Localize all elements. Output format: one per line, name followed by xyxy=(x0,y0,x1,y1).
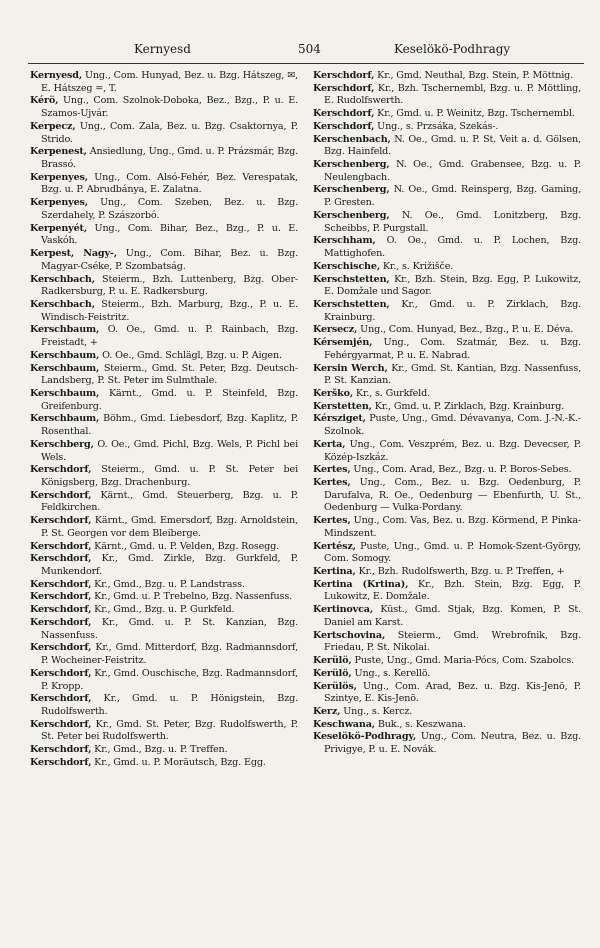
directory-entry xyxy=(313,108,581,121)
directory-entry xyxy=(30,197,298,222)
entry-place-name: Kerschdorf, xyxy=(313,70,375,81)
page-number: 504 xyxy=(298,42,321,56)
header-last-entry: Keselökö-Podhragy xyxy=(394,42,511,56)
entry-place-name: Kerško, xyxy=(313,387,354,399)
directory-entry xyxy=(30,70,298,95)
entry-place-name: Kerschbach, xyxy=(30,273,95,285)
entry-place-name: Kerschdorf, xyxy=(30,591,92,603)
entry-details: Kr., Gmd. Zirkle, Bzg. Gurkfeld, P. Munkendorf. xyxy=(41,553,298,578)
entry-place-name: Kerstetten, xyxy=(313,400,372,412)
entry-details: N. Oe., Gmd. Grabensee, Bzg. u. P. Neulengbach. xyxy=(324,159,581,183)
entry-place-name: Kertschovina, xyxy=(313,629,386,641)
entry-details: Kr., Gmd. u. P. St. Kanzian, Bzg. Nassenfuss. xyxy=(41,616,298,641)
entry-details: Puste, Ung., Gmd. Dévavanya, Com. J.-N.-K.-Szolnok. xyxy=(324,413,581,438)
entry-details: Kr., s. Gurkfeld. xyxy=(353,387,430,399)
entry-details: N. Oe., Gmd. Reinsperg, Bzg. Gaming, P. Gresten. xyxy=(324,184,581,209)
entry-place-name: Kerpenest, xyxy=(30,146,87,158)
entry-place-name: Kerz, xyxy=(313,705,341,717)
directory-entry xyxy=(313,261,581,274)
entry-place-name: Kerschstetten, xyxy=(313,273,390,285)
entry-place-name: Kerülö, xyxy=(313,667,352,679)
entry-details: O. Oe., Gmd. Pichl, Bzg. Wels, P. Pichl bei Wels. xyxy=(41,438,298,463)
directory-entry xyxy=(30,363,298,388)
entry-details: Ung., Com., Bez. u. Bzg. Oedenburg, P. Darufalva, R. Oe., Oedenburg — Ebenfurth, U. St., Oedenburg — Vulka-Pordany. xyxy=(324,477,581,514)
entry-place-name: Kerschbaum, xyxy=(30,349,100,361)
page-header xyxy=(0,42,600,58)
entry-place-name: Kerschenberg, xyxy=(313,159,390,171)
entry-place-name: Kerschdorf, xyxy=(313,82,375,94)
directory-entry xyxy=(313,337,581,362)
entry-details: Kr., Gmd. St. Peter, Bzg. Rudolfswerth, P. St. Peter bei Rudolfswerth. xyxy=(41,718,298,743)
entry-place-name: Kerschdorf, xyxy=(30,667,92,679)
entry-place-name: Kerschbaum, xyxy=(30,324,100,336)
directory-entry xyxy=(313,363,581,388)
entry-details: O. Oe., Gmd. Schlägl, Bzg. u. P. Aigen. xyxy=(99,349,282,361)
directory-entry xyxy=(30,248,298,273)
entry-details: Buk., s. Keszwana. xyxy=(374,718,466,730)
directory-entry xyxy=(313,655,581,668)
directory-entry xyxy=(313,210,581,235)
entry-details: Puste, Ung., Gmd. Maria-Pócs, Com. Szabolcs. xyxy=(351,655,575,667)
header-first-entry: Kernyesd xyxy=(134,42,191,56)
directory-entry xyxy=(30,223,298,248)
entry-details: Küst., Gmd. Stjak, Bzg. Komen, P. St. Daniel am Karst. xyxy=(324,604,581,628)
entry-details: Kärnt., Gmd. Emersdorf, Bzg. Arnoldstein, P. St. Georgen vor dem Bleiberge. xyxy=(41,515,298,539)
entry-place-name: Kerta, xyxy=(313,438,346,450)
entry-details: Ung., Com. Alsó-Fehér, Bez. Verespatak, Bzg. u. P. Abrudbánya, E. Zalatna. xyxy=(41,171,298,196)
directory-entry xyxy=(313,604,581,629)
entry-place-name: Kerpecz, xyxy=(30,120,76,132)
directory-entry xyxy=(30,121,298,146)
entry-details: Ung., Com. Bihar, Bez. u. Bzg. Magyar-Cséke, P. Szombatság. xyxy=(41,248,298,272)
directory-entry xyxy=(30,413,298,438)
directory-entry xyxy=(30,579,298,592)
directory-entry xyxy=(313,235,581,260)
directory-entry xyxy=(313,681,581,706)
entry-place-name: Kerschenberg, xyxy=(313,209,390,221)
entry-place-name: Kertina, xyxy=(313,566,356,578)
entry-details: Kr., Gmd. Neuthal, Bzg. Stein, P. Möttnig. xyxy=(374,70,574,81)
entry-details: Kr., Bzh. Stein, Bzg. Egg, P. Lukowitz, E. Domžale und Sagor. xyxy=(324,273,581,298)
directory-entry xyxy=(313,299,581,324)
entry-details: Kr., Gmd. u. P. Zirklach, Bzg. Krainburg. xyxy=(324,298,581,323)
entry-place-name: Kerpest, Nagy-, xyxy=(30,248,117,260)
directory-entry xyxy=(30,553,298,578)
entry-place-name: Kérsemjén, xyxy=(313,337,373,349)
entry-details: O. Oe., Gmd. u. P. Lochen, Bzg. Mattighofen. xyxy=(324,235,581,260)
entry-place-name: Kerschdorf, xyxy=(30,515,92,527)
header-rule xyxy=(28,63,584,64)
entry-details: Ung., s. Kercz. xyxy=(340,705,413,717)
directory-entry xyxy=(313,83,581,108)
entry-details: Kr., Gmd., Bzg. u. P. Gurkfeld. xyxy=(91,604,235,616)
entry-place-name: Kersecz, xyxy=(313,324,358,336)
entry-place-name: Kerülö, xyxy=(313,655,352,667)
entry-place-name: Kerschdorf, xyxy=(30,464,92,476)
entry-place-name: Kerschham, xyxy=(313,235,376,247)
left-column xyxy=(30,70,298,770)
entry-details: Ung., Com. Vas, Bez. u. Bzg. Körmend, P. Pinka-Mindszent. xyxy=(324,515,581,539)
directory-entry xyxy=(30,744,298,757)
entry-details: Kr., Gmd. Ouschische, Bzg. Radmannsdorf, P. Kropp. xyxy=(41,667,298,692)
directory-entry xyxy=(30,617,298,642)
entry-details: Ung., Com. Szeben, Bez. u. Bzg. Szerdahely, P. Szászorbó. xyxy=(41,197,298,221)
directory-entry xyxy=(313,566,581,579)
directory-entry xyxy=(30,388,298,413)
entry-place-name: Kerschdorf, xyxy=(30,744,92,756)
entry-details: Steierm., Gmd. Wrebrofnik, Bzg. Friedau, P. St. Nikolai. xyxy=(324,629,581,654)
entry-details: N. Oe., Gmd. Lonitzberg, Bzg. Scheibbs, P. Purgstall. xyxy=(324,209,581,234)
directory-entry xyxy=(313,413,581,438)
entry-place-name: Kertina (Krtina), xyxy=(313,578,409,590)
entry-details: Steierm., Bzh. Marburg, Bzg., P. u. E. Windisch-Feistritz. xyxy=(41,298,298,323)
entry-details: Ung., s. Kerellö. xyxy=(351,667,431,679)
entry-place-name: Kerschdorf, xyxy=(30,604,92,616)
entry-place-name: Kertes, xyxy=(313,477,351,488)
entry-details: Ung., Com. Arad, Bez. u. Bzg. Kis-Jenö, P. Szintye, E. Kis-Jenö. xyxy=(324,680,581,705)
entry-place-name: Kertes, xyxy=(313,464,351,476)
entry-details: N. Oe., Gmd. u. P. St. Veit a. d. Gölsen, Bzg. Hainfeld. xyxy=(324,133,581,158)
directory-entry xyxy=(30,274,298,299)
entry-place-name: Kerschenberg, xyxy=(313,184,390,196)
entry-place-name: Kersin Werch, xyxy=(313,362,388,374)
entry-place-name: Kerpenyét, xyxy=(30,222,88,234)
entry-place-name: Kerschenbach, xyxy=(313,133,391,145)
entry-details: Kr., Bzh. Stein, Bzg. Egg, P. Lukowitz, E. Domžale. xyxy=(324,578,581,603)
directory-entry xyxy=(313,579,581,604)
entry-place-name: Keselökö-Podhragy, xyxy=(313,731,417,743)
entry-details: Ansiedlung, Ung., Gmd. u. P. Prázsmár, Bzg. Brassó. xyxy=(41,146,298,171)
directory-entry xyxy=(313,706,581,719)
entry-details: O. Oe., Gmd. u. P. Rainbach, Bzg. Freistadt, + xyxy=(41,324,298,349)
directory-entry xyxy=(30,464,298,489)
entry-details: Kr., Bzh. Rudolfswerth, Bzg. u. P. Treffen, + xyxy=(355,566,565,578)
entry-details: Kr., Gmd. u. P. Zirklach, Bzg. Krainburg. xyxy=(371,400,565,412)
entry-place-name: Kerpenyes, xyxy=(30,197,88,209)
entry-details: Ung., Com. Arad, Bez., Bzg. u. P. Boros-Sebes. xyxy=(350,464,572,476)
entry-details: Steierm., Bzh. Luttenberg, Bzg. Ober-Radkersburg, P. u. E. Radkersburg. xyxy=(41,273,298,298)
entry-place-name: Kerschbaum, xyxy=(30,413,100,425)
directory-entry xyxy=(30,439,298,464)
entry-details: Kärnt., Gmd. u. P. Velden, Bzg. Rosegg. xyxy=(91,540,280,552)
directory-entry xyxy=(30,515,298,540)
entry-details: Kr., Gmd. u. P. Moräutsch, Bzg. Egg. xyxy=(91,756,266,768)
directory-entry xyxy=(313,184,581,209)
directory-entry xyxy=(313,70,581,83)
entry-place-name: Kertinovca, xyxy=(313,604,374,616)
entry-place-name: Kerschdorf, xyxy=(30,489,92,501)
entry-details: Kr., Bzh. Tschernembl, Bzg. u. P. Möttling, E. Rudolfswerth. xyxy=(324,82,581,107)
entry-details: Ung., s. Przsáka, Szekás-. xyxy=(374,120,499,132)
directory-entry xyxy=(30,591,298,604)
directory-entry xyxy=(30,757,298,770)
directory-entry xyxy=(30,172,298,197)
directory-entry xyxy=(313,630,581,655)
entry-details: Kr., Gmd. u. P. Hönigstein, Bzg. Rudolfswerth. xyxy=(41,693,298,717)
directory-entry xyxy=(313,477,581,515)
directory-entry xyxy=(313,515,581,540)
directory-entry xyxy=(313,388,581,401)
entry-details: Ung., Com. Neutra, Bez. u. Bzg. Privigye, P. u. E. Novák. xyxy=(324,731,581,756)
entry-place-name: Kertes, xyxy=(313,515,351,527)
directory-entry xyxy=(30,299,298,324)
directory-entry xyxy=(30,642,298,667)
directory-entry xyxy=(30,95,298,120)
directory-entry xyxy=(313,121,581,134)
entry-place-name: Kerschdorf, xyxy=(30,616,92,628)
directory-entry xyxy=(30,668,298,693)
directory-entry xyxy=(30,490,298,515)
entry-details: Ung., Com. Hunyad, Bez. u. Bzg. Hátszeg, ✉, E. Hátszeg =, T. xyxy=(41,70,298,94)
entry-place-name: Kerschberg, xyxy=(30,438,94,450)
entry-place-name: Kerschdorf, xyxy=(30,718,92,730)
entry-place-name: Kerschdorf, xyxy=(313,120,375,132)
directory-entry xyxy=(313,401,581,414)
entry-details: Ung., Com. Szatmár, Bez. u. Bzg. Fehérgyarmat, P. u. E. Nabrad. xyxy=(324,337,581,361)
entry-place-name: Kerschdorf, xyxy=(30,578,92,590)
directory-entry xyxy=(313,274,581,299)
entry-place-name: Kerschbaum, xyxy=(30,362,100,374)
entry-details: Ung., Com. Bihar, Bez., Bzg., P. u. E. Vaskóh. xyxy=(41,222,298,247)
entry-place-name: Kerpenyes, xyxy=(30,171,88,183)
entry-details: Kr., Gmd. Mitterdorf, Bzg. Radmannsdorf, P. Wocheiner-Feistritz. xyxy=(41,642,298,667)
entry-details: Kr., Gmd., Bzg. u. P. Treffen. xyxy=(91,744,228,756)
entry-place-name: Kérsziget, xyxy=(313,413,366,425)
entry-details: Kr., Gmd. St. Kantian, Bzg. Nassenfuss, P. St. Kanzian. xyxy=(324,362,581,387)
entry-place-name: Kerschdorf, xyxy=(30,540,92,552)
entry-details: Ung., Com. Veszprém, Bez. u. Bzg. Devecser, P. Közép-Iszkáz. xyxy=(324,438,581,463)
directory-entry xyxy=(313,134,581,159)
directory-entry xyxy=(30,604,298,617)
directory-entry xyxy=(30,146,298,171)
entry-place-name: Kerschbach, xyxy=(30,298,95,310)
entry-place-name: Kernyesd, xyxy=(30,70,83,81)
entry-place-name: Kerschdorf, xyxy=(313,108,375,120)
directory-entry xyxy=(313,464,581,477)
directory-entry xyxy=(30,350,298,363)
entry-details: Kärnt., Gmd. u. P. Steinfeld, Bzg. Greifenburg. xyxy=(41,387,298,412)
directory-entry xyxy=(30,541,298,554)
entry-details: Ung., Com. Zala, Bez. u. Bzg. Csaktornya, P. Strido. xyxy=(41,120,298,145)
entry-details: Kr., Gmd., Bzg. u. P. Landstrass. xyxy=(91,578,245,590)
entry-details: Kr., Gmd. u. P. Weinitz, Bzg. Tschernembl. xyxy=(374,108,575,120)
entry-place-name: Kerschdorf, xyxy=(30,553,92,565)
entry-details: Steierm., Gmd. St. Peter, Bzg. Deutsch-Landsberg, P. St. Peter im Sulmthale. xyxy=(41,362,298,387)
entry-details: Ung., Com. Szolnok-Doboka, Bez., Bzg., P. u. E. Szamos-Ujvár. xyxy=(41,95,298,120)
entry-details: Puste, Ung., Gmd. u. P. Homok-Szent-György, Com. Somogy. xyxy=(324,540,581,565)
entry-details: Steierm., Gmd. u. P. St. Peter bei Königsberg, Bzg. Drachenburg. xyxy=(41,464,298,488)
directory-entry xyxy=(313,159,581,184)
entry-details: Kärnt., Gmd. Steuerberg, Bzg. u. P. Feldkirchen. xyxy=(41,489,298,514)
entry-place-name: Kerülös, xyxy=(313,680,357,692)
directory-entry xyxy=(313,668,581,681)
right-column xyxy=(313,70,581,757)
directory-entry xyxy=(313,731,581,756)
entry-details: Böhm., Gmd. Liebesdorf, Bzg. Kaplitz, P. Rosenthal. xyxy=(41,413,298,438)
directory-entry xyxy=(30,693,298,718)
entry-place-name: Kerschdorf, xyxy=(30,756,92,768)
directory-entry xyxy=(313,439,581,464)
entry-place-name: Kerschdorf, xyxy=(30,693,92,705)
directory-entry xyxy=(313,324,581,337)
directory-entry xyxy=(30,719,298,744)
entry-place-name: Kerschdorf, xyxy=(30,642,92,654)
entry-place-name: Keschwana, xyxy=(313,718,375,730)
entry-place-name: Kerschbaum, xyxy=(30,387,100,399)
entry-details: Ung., Com. Hunyad, Bez., Bzg., P. u. E. Déva. xyxy=(357,324,574,336)
directory-entry xyxy=(313,541,581,566)
entry-details: Kr., Gmd. u. P. Trebelno, Bzg. Nassenfuss. xyxy=(91,591,293,603)
directory-entry xyxy=(30,324,298,349)
entry-place-name: Kerschische, xyxy=(313,260,381,272)
entry-place-name: Kerschstetten, xyxy=(313,298,390,310)
entry-place-name: Kertész, xyxy=(313,540,356,552)
entry-details: Kr., s. Križišče. xyxy=(380,260,454,272)
directory-entry xyxy=(313,719,581,732)
entry-place-name: Kérö, xyxy=(30,95,59,107)
